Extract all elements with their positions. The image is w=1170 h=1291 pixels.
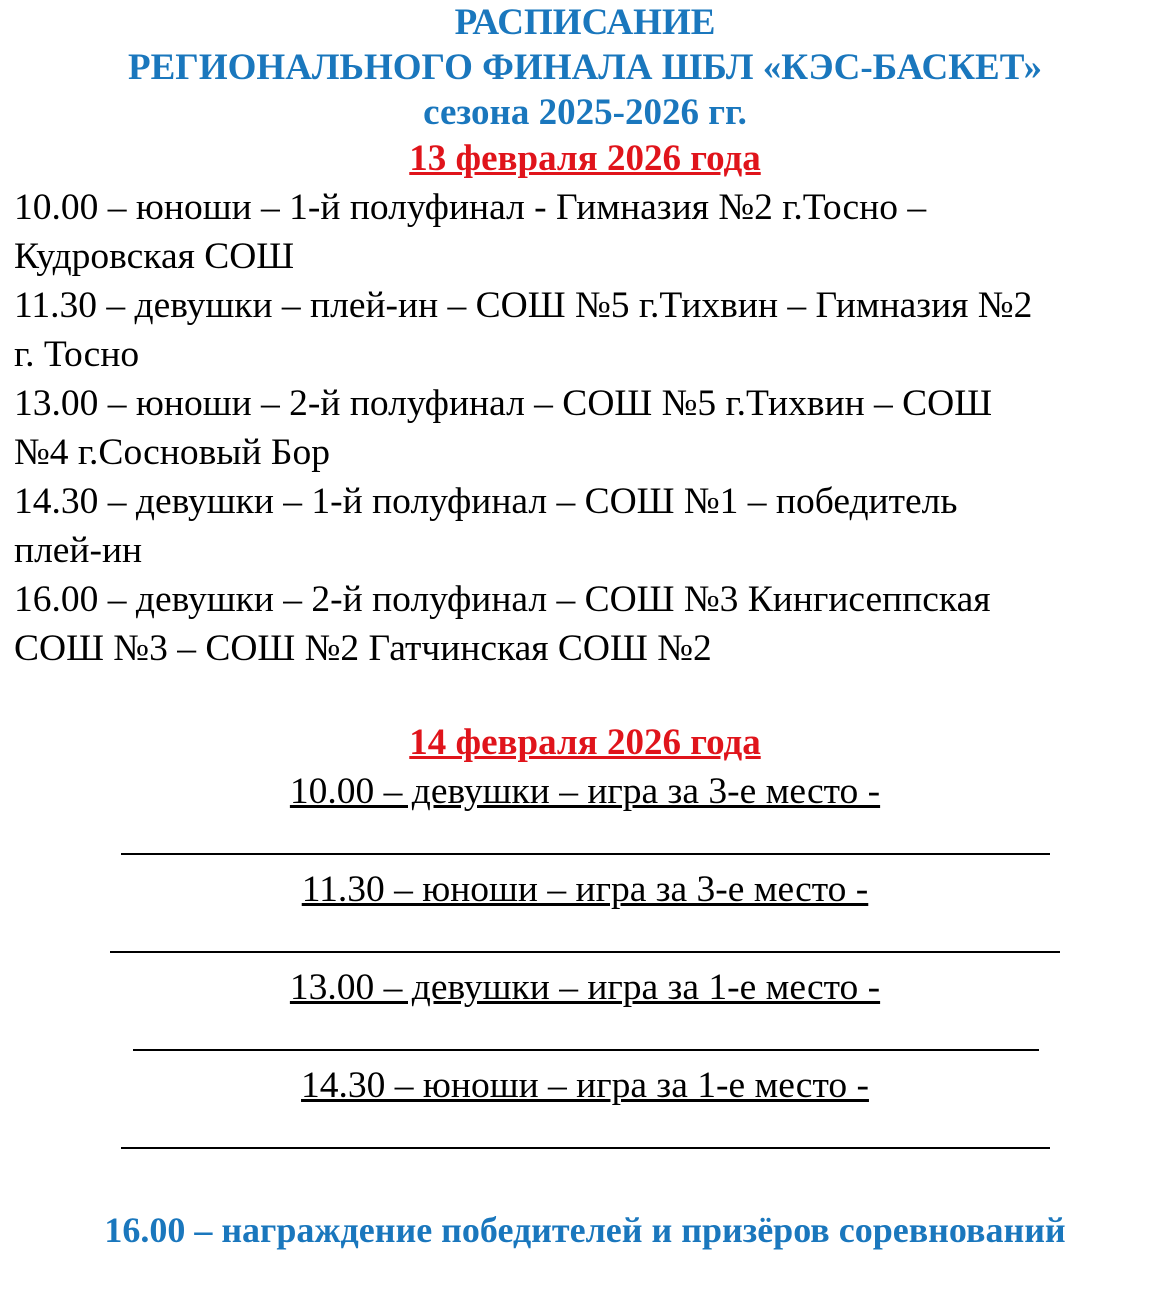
day2-schedule: [0, 719, 1170, 1159]
day2-match: 11.30 – юноши – игра за 3-е место -: [301, 869, 869, 910]
day1-line: 10.00 – юноши – 1-й полуфинал - Гимназия №2 г.Тосно –: [14, 187, 927, 228]
day1-date: 13 февраля 2026 года: [409, 138, 761, 179]
day2-match: 14.30 – юноши – игра за 1-е место -: [301, 1065, 869, 1106]
day2-date: 14 февраля 2026 года: [409, 722, 761, 763]
day2-match: 10.00 – девушки – игра за 3-е место -: [289, 771, 881, 812]
day1-line: 11.30 – девушки – плей-ин – СОШ №5 г.Тихвин – Гимназия №2: [14, 285, 1033, 326]
day1-line: 13.00 – юноши – 2-й полуфинал – СОШ №5 г.Тихвин – СОШ: [14, 383, 993, 424]
award-ceremony: 16.00 – награждение победителей и призёров соревнований: [104, 1210, 1066, 1250]
header-season: сезона 2025-2026 гг.: [423, 92, 747, 133]
day1-line: 16.00 – девушки – 2-й полуфинал – СОШ №3 Кингисеппская: [14, 579, 991, 620]
day1-line: СОШ №3 – СОШ №2 Гатчинская СОШ №2: [14, 628, 712, 669]
day1-line: плей-ин: [14, 530, 143, 571]
day1-line: г. Тосно: [14, 334, 140, 375]
day1-schedule: [0, 183, 1170, 673]
result-blank-line: [0, 914, 1170, 963]
header-title: РАСПИСАНИЕ: [454, 2, 716, 43]
result-blank-line: [0, 1012, 1170, 1061]
day1-line: 14.30 – девушки – 1-й полуфинал – СОШ №1 – победитель: [14, 481, 958, 522]
day1-line: №4 г.Сосновый Бор: [14, 432, 330, 473]
result-blank-line: [0, 816, 1170, 865]
day1-line: Кудровская СОШ: [14, 236, 295, 277]
header-subtitle: РЕГИОНАЛЬНОГО ФИНАЛА ШБЛ «КЭС-БАСКЕТ»: [128, 47, 1042, 88]
day2-match: 13.00 – девушки – игра за 1-е место -: [289, 967, 881, 1008]
schedule-header: [0, 0, 1170, 135]
result-blank-line: [0, 1110, 1170, 1159]
